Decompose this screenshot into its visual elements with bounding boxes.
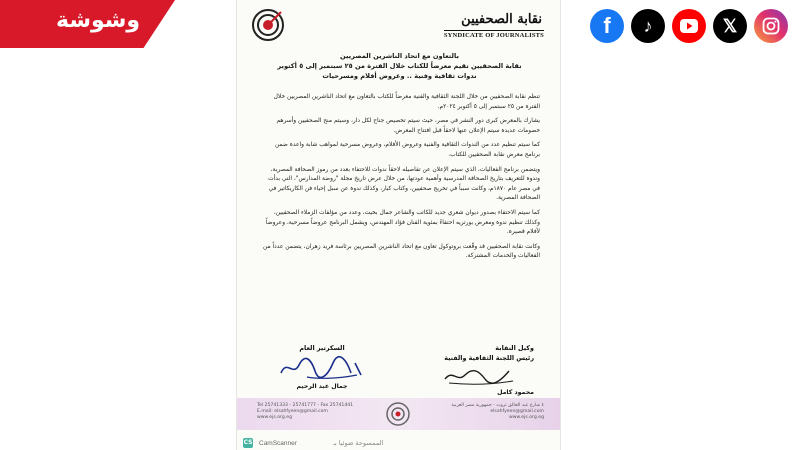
camscanner-watermark: [237, 438, 560, 448]
footer-contact-en: [257, 403, 353, 421]
syndicate-logo-icon: [251, 8, 285, 42]
instagram-icon[interactable]: [754, 9, 788, 43]
paragraph: يشارك بالمعرض كبرى دور النشر في مصر، حيث سيتم تخصيص جناح لكل دار، وسيتم منح الصحفيين وأسرهم خصومات عديدة سيتم الإعلان عنها لاحقاً قبل افتتاح المعرض.: [276, 118, 540, 134]
paragraph: كما سيتم تنظيم عدد من الندوات الثقافية والفنية وعروض الأفلام، وعروض مسرحية لمواهب شابة واعدة ضمن برنامج معرض نقابة الصحفيين للكتاب.: [275, 142, 540, 158]
syndicate-name-ar: نقابة الصحفيين: [461, 12, 542, 27]
facebook-icon[interactable]: f: [590, 9, 624, 43]
headline-line-2: نقابة الصحفيين تقيم معرضاً للكتاب خلال الفترة من ٢٥ سبتمبر إلى ٥ أكتوبر: [277, 62, 522, 70]
signature-deputy-head: [424, 343, 534, 396]
paragraph: كما سيتم الاحتفاء بصدور ديوان شعري جديد للكاتب والشاعر جمال بخيت، وعدد من مؤلفات الزملاء الصحفيين، وكذلك تنظيم ندوة ومعرض بورتريه احتفاءً بمئوية الفنان فؤاد المهندس، ويشمل البرنامج عروضاً مسرحية، وعروضاً لأفلام قصيرة.: [265, 209, 540, 236]
headline-line-3: ندوات ثقافية وفنية .. وعروض أفلام ومسرحيات: [322, 72, 477, 80]
document-page: [237, 0, 560, 450]
social-links: [590, 9, 788, 43]
signature-title: وكيل النقابة: [495, 344, 534, 352]
footer-website: www.ejs.org.eg: [257, 415, 293, 420]
camscanner-icon: CS: [243, 439, 253, 446]
handwritten-signature: [277, 355, 367, 381]
youtube-play-glyph: [680, 19, 698, 33]
signature-name: محمود كامل: [497, 389, 534, 396]
instagram-camera-glyph: [762, 17, 780, 35]
document-headline: [261, 51, 538, 81]
letterhead: [237, 0, 560, 46]
brand-logo[interactable]: [0, 0, 175, 48]
paragraph: تنظم نقابة الصحفيين من خلال اللجنة الثقافية والفنية معرضاً للكتاب بالتعاون مع اتحاد الناشرين المصريين خلال الفترة من ٢٥ سبتمبر إلى ٥ أكتوبر ٢٠٢٤م.: [273, 94, 540, 110]
footer-address: ٤ شارع عبد الخالق ثروت - جمهورية مصر العربية: [451, 403, 544, 408]
syndicate-name-en: SYNDICATE OF JOURNALISTS: [443, 32, 544, 39]
handwritten-signature: [439, 365, 519, 387]
signature-secretary-general: [267, 343, 377, 390]
footer-email-ar: elsahfyeen@gmail.com: [490, 409, 544, 414]
footer-phone: Tel 25741333 - 25741777 - Fax 25741441: [257, 403, 354, 408]
camscanner-label-ar: الممسوحة ضوئيا بـ: [332, 439, 384, 447]
document-body: [259, 93, 540, 267]
letter-footer: [237, 398, 560, 430]
x-icon[interactable]: 𝕏: [713, 9, 747, 43]
footer-email: E.mail: elsahfyeen@gmail.com: [257, 409, 328, 414]
footer-contact-ar: [451, 403, 544, 421]
headline-line-1: بالتعاون مع اتحاد الناشرين المصريين: [340, 52, 459, 60]
signature-name: جمال عبد الرحيم: [296, 383, 348, 390]
paragraph: وكانت نقابة الصحفيين قد وقّعت بروتوكول تعاون مع اتحاد الناشرين المصريين برئاسة فريد زهران، يتضمن عدداً من الفعاليات والخدمات المشتركة.: [263, 243, 540, 260]
camscanner-label: CamScanner: [259, 439, 297, 447]
footer-website-ar: www.ejs.org.eg: [508, 415, 544, 420]
tiktok-icon[interactable]: ♪: [631, 9, 665, 43]
youtube-icon[interactable]: [672, 9, 706, 43]
signature-subtitle: رئيس اللجنة الثقافية والفنية: [444, 354, 534, 362]
brand-name: وشوشة: [56, 8, 141, 33]
signature-title: السكرتير العام: [299, 344, 345, 352]
footer-logo-icon: [385, 401, 411, 427]
paragraph: ويتضمن برنامج الفعاليات، الذي سيتم الإعلان عن تفاصيله لاحقاً ندوات للاحتفاء بعدد من رموز الصحافة المصرية، وندوة للتعريف بتاريخ الصحافة المدرسية وأهمية عودتها، من خلال عرض تاريخ مجلة "روضة المدارس"، التي بدأت في مصر عام ١٨٧٠م، وكانت سبباً في تخريج صحفيين، وكتاب كبار، وكذلك ندوة عن سبل إحياء فن الكاريكاتير في الصحافة المصرية.: [268, 166, 540, 202]
